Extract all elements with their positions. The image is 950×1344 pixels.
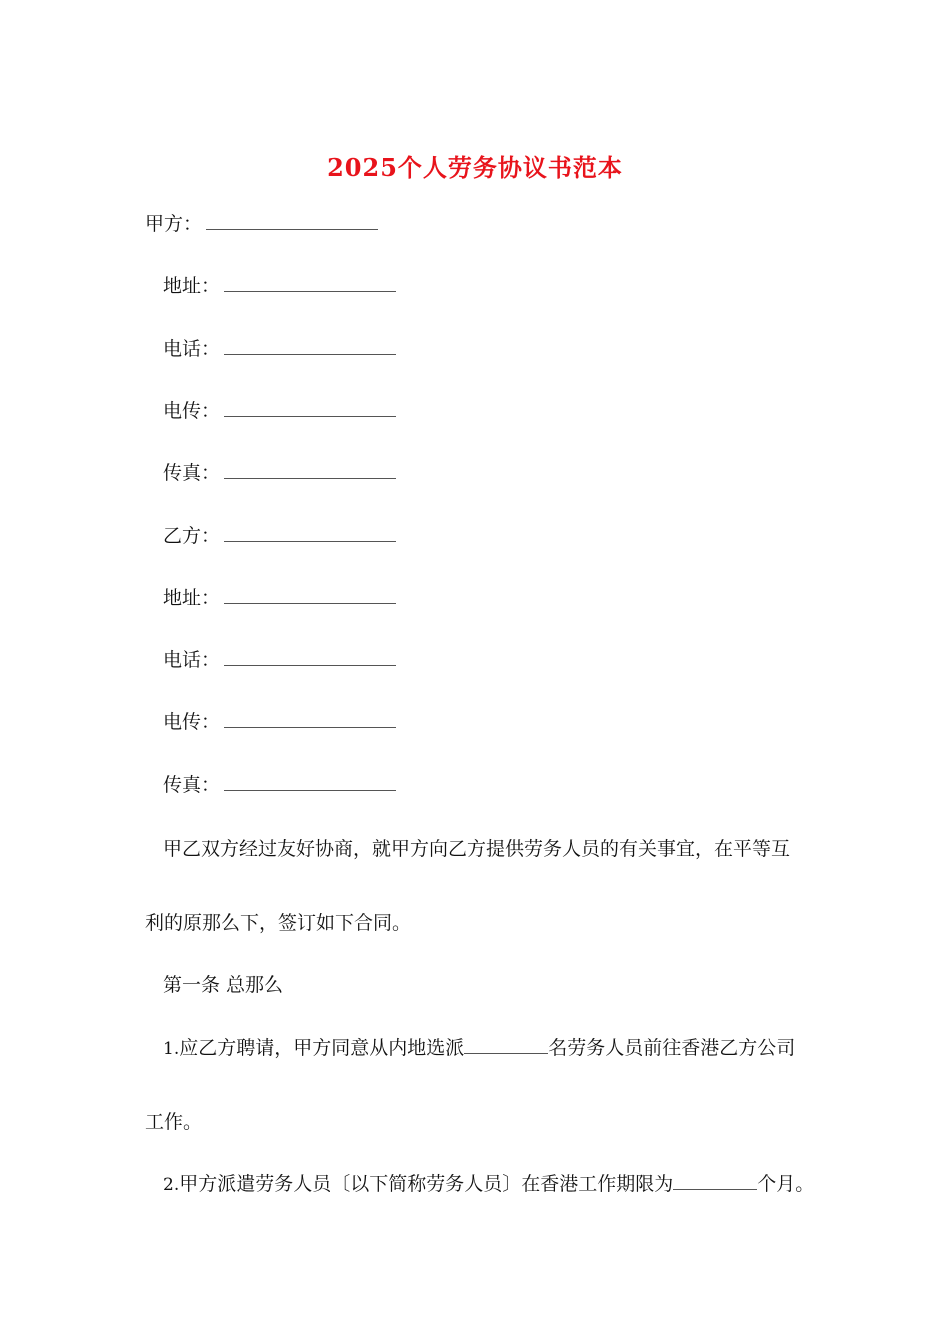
- party-a-fax-line: [163, 460, 396, 486]
- party-a-phone-blank[interactable]: [224, 336, 396, 355]
- item-2-text-before: 甲方派遣劳务人员〔以下简称劳务人员〕在香港工作期限为: [179, 1173, 674, 1195]
- party-b-fax-blank[interactable]: [224, 772, 396, 791]
- intro-line-2: 利的原那么下，签订如下合同。: [145, 912, 412, 934]
- party-a-line: [145, 211, 378, 237]
- party-b-address-blank[interactable]: [224, 585, 396, 604]
- party-b-telex-line: [163, 709, 396, 735]
- party-a-telex-line: [163, 398, 396, 424]
- item-1-text-after: 名劳务人员前往香港乙方公司: [548, 1037, 796, 1059]
- article-1-item-2: [163, 1171, 814, 1198]
- party-b-fax-line: [163, 772, 396, 798]
- item-2-months-blank[interactable]: [673, 1171, 757, 1190]
- party-b-phone-blank[interactable]: [224, 647, 396, 666]
- item-1-count-blank[interactable]: [464, 1035, 548, 1054]
- party-b-fax-label: 传真：: [163, 774, 221, 796]
- item-1-text-before: 应乙方聘请，甲方同意从内地选派: [179, 1037, 465, 1059]
- party-a-phone-label: 电话：: [163, 338, 221, 360]
- party-a-fax-blank[interactable]: [224, 460, 396, 479]
- item-1-number: 1.: [163, 1039, 180, 1059]
- intro-line-1: 甲乙双方经过友好协商，就甲方向乙方提供劳务人员的有关事宜，在平等互: [163, 838, 791, 860]
- party-b-phone-label: 电话：: [163, 649, 221, 671]
- article-1-item-1: [163, 1035, 795, 1062]
- party-a-telex-blank[interactable]: [224, 398, 396, 417]
- party-b-label: 乙方：: [163, 525, 221, 547]
- article-1-item-1-continuation: 工作。: [145, 1111, 203, 1133]
- party-a-blank[interactable]: [206, 211, 378, 230]
- article-1-heading: 第一条 总那么: [163, 974, 284, 996]
- party-a-address-label: 地址：: [163, 275, 221, 297]
- item-2-number: 2.: [163, 1175, 180, 1195]
- party-b-address-line: [163, 585, 396, 611]
- party-a-address-line: [163, 273, 396, 299]
- party-a-label: 甲方：: [145, 213, 203, 235]
- party-b-telex-blank[interactable]: [224, 709, 396, 728]
- item-2-text-after: 个月。: [757, 1173, 815, 1195]
- party-b-telex-label: 电传：: [163, 711, 221, 733]
- party-a-telex-label: 电传：: [163, 400, 221, 422]
- party-b-phone-line: [163, 647, 396, 673]
- document-title: 2025个人劳务协议书范本: [327, 153, 623, 182]
- party-a-address-blank[interactable]: [224, 273, 396, 292]
- party-b-blank[interactable]: [224, 523, 396, 542]
- party-b-line: [163, 523, 396, 549]
- party-a-phone-line: [163, 336, 396, 362]
- party-b-address-label: 地址：: [163, 587, 221, 609]
- party-a-fax-label: 传真：: [163, 462, 221, 484]
